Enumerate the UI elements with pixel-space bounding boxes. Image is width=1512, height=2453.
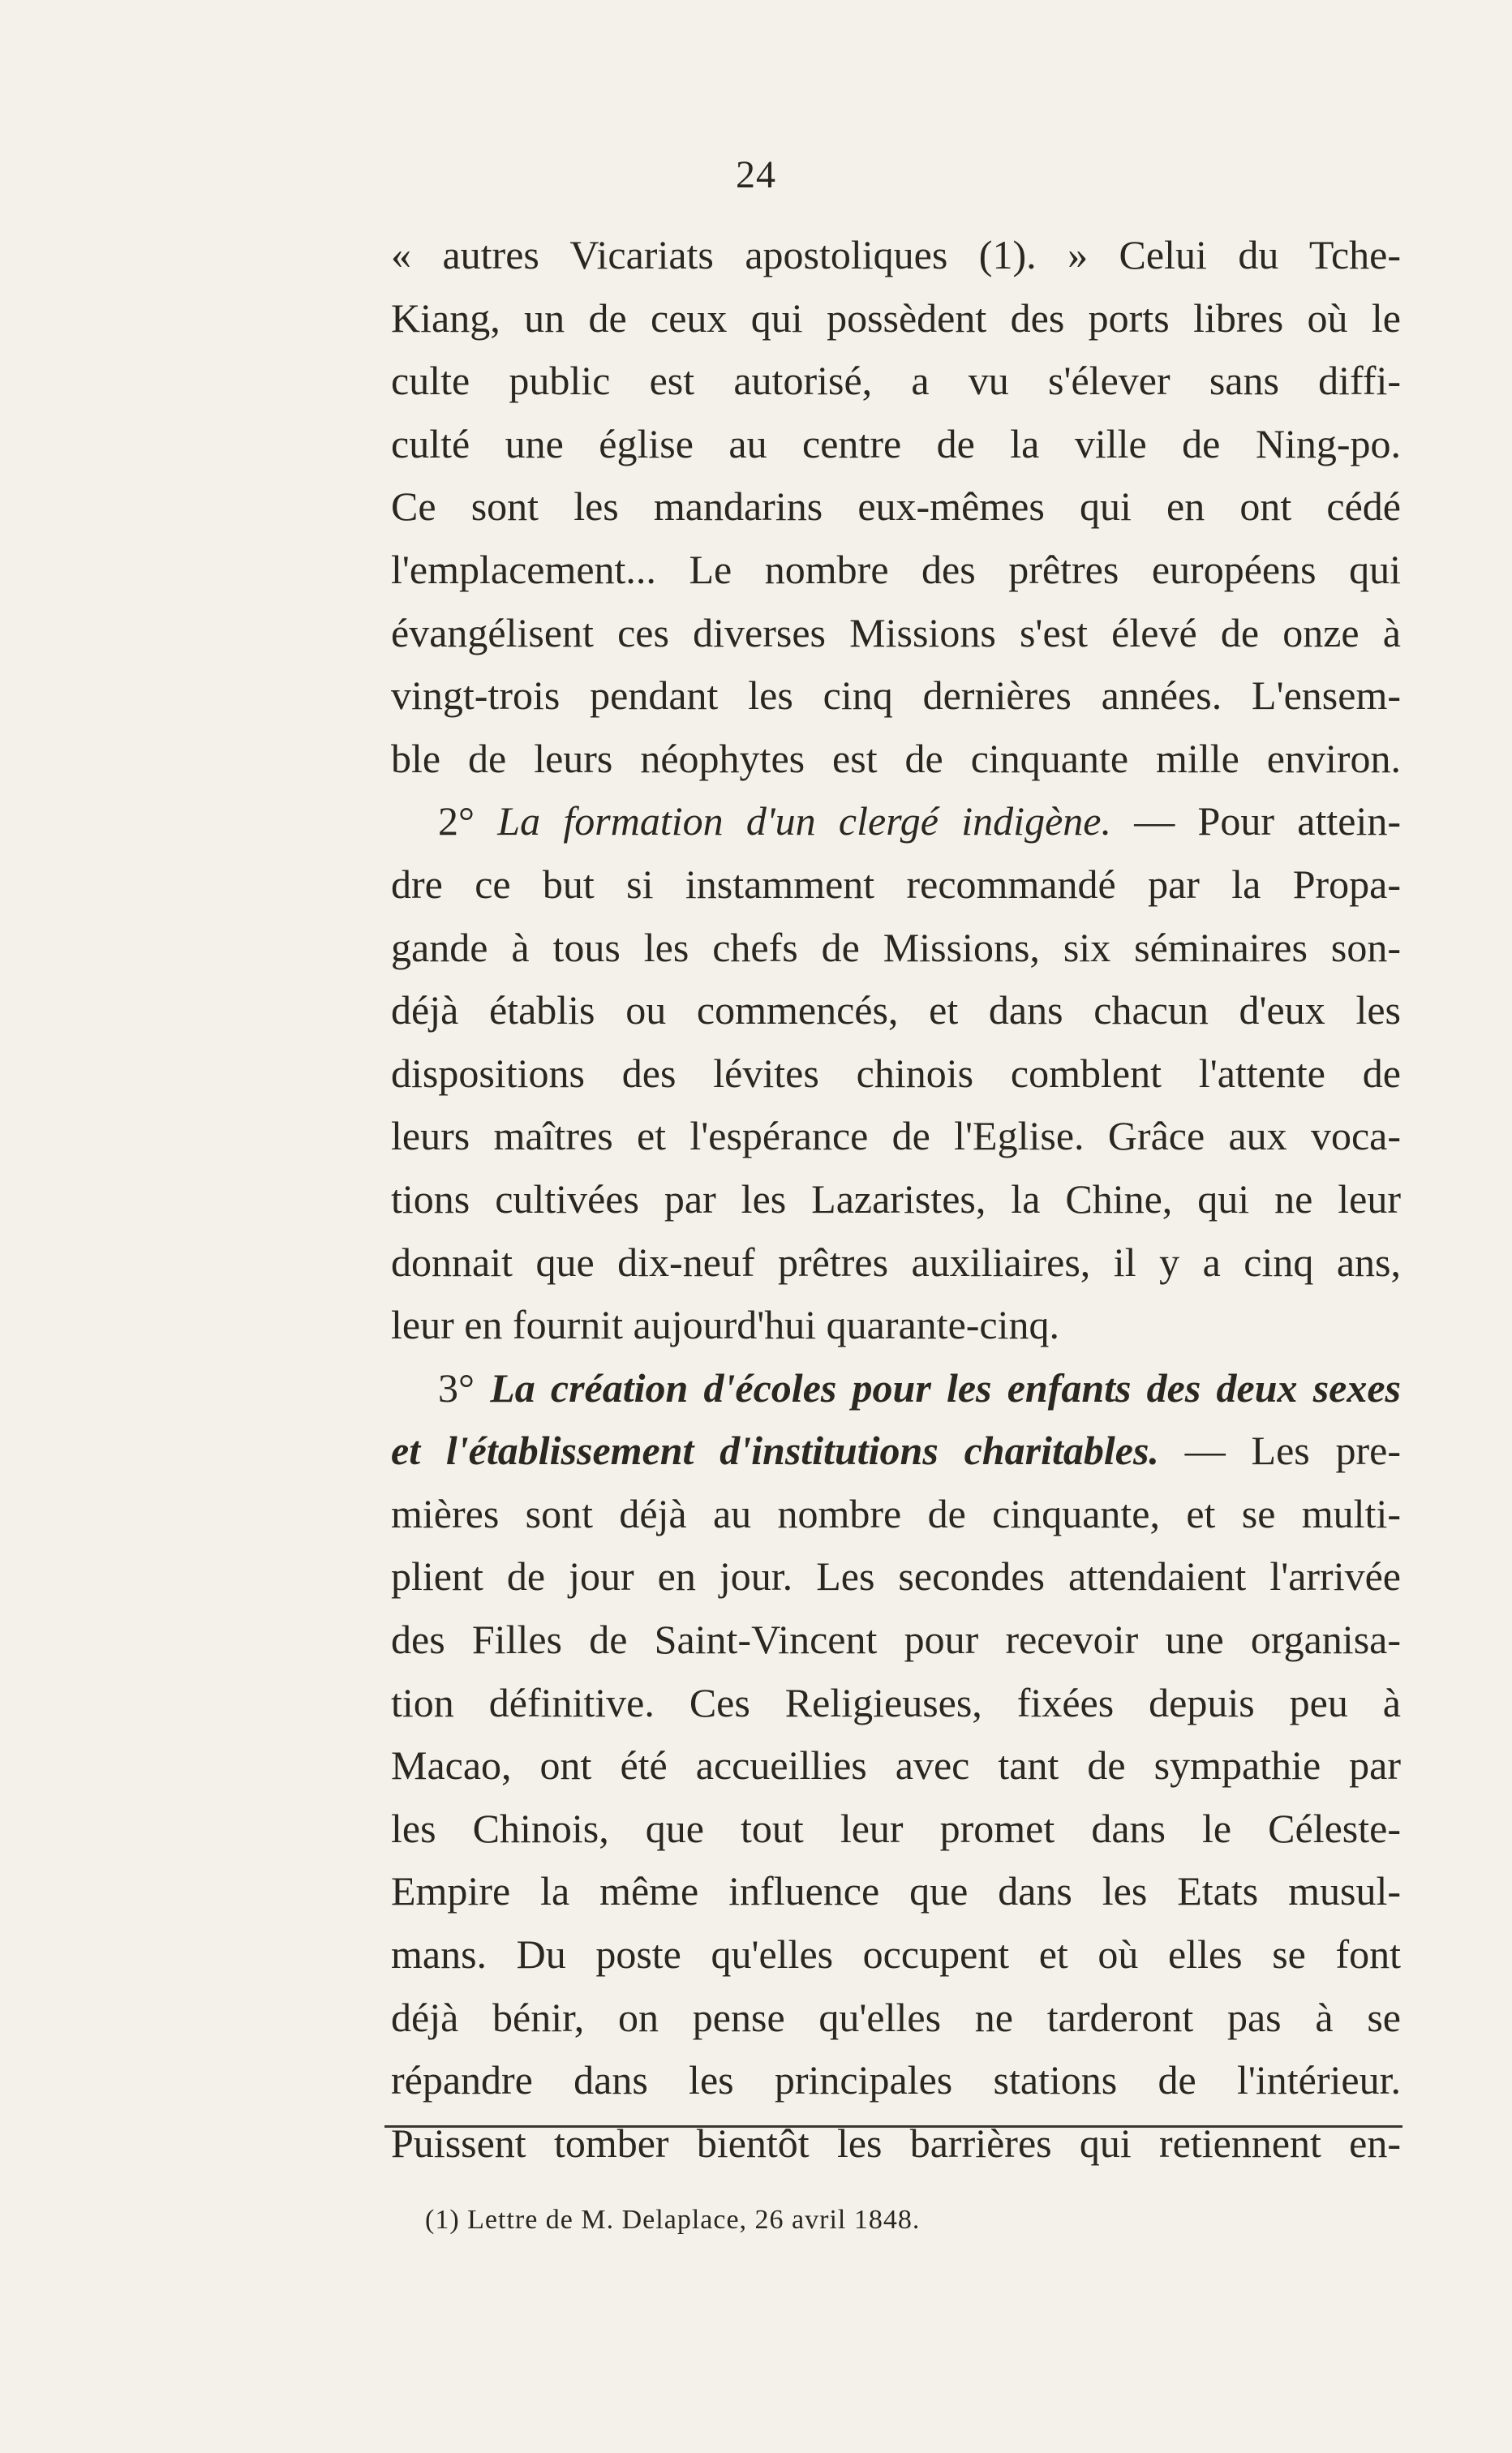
section-2-first-line xyxy=(391,790,1401,853)
text-fragment: — Les pre- xyxy=(1184,1428,1402,1474)
text-line: Ce sont les mandarins eux-mêmes qui en ont cédé xyxy=(391,483,1401,530)
text-line: dre ce but si instamment recommandé par la Propa- xyxy=(391,861,1401,907)
text-line: mans. Du poste qu'elles occupent et où elles se font xyxy=(391,1931,1401,1978)
text-line: Puissent tomber bientôt les barrières qui retiennent en- xyxy=(391,2120,1401,2166)
text-fragment: — Pour attein- xyxy=(1134,798,1402,844)
text-line: tions cultivées par les Lazaristes, la Chine, qui ne leur xyxy=(391,1175,1401,1222)
page-number: 24 xyxy=(736,153,776,196)
text-line: déjà établis ou commencés, et dans chacun d'eux les xyxy=(391,987,1401,1033)
text-line: « autres Vicariats apostoliques (1). » Celui du Tche- xyxy=(391,232,1401,277)
footnote-divider xyxy=(384,2125,1402,2128)
text-line: gande à tous les chefs de Missions, six séminaires son- xyxy=(391,924,1401,970)
section-heading: La formation d'un clergé indigène. xyxy=(497,798,1111,844)
text-line: déjà bénir, on pense qu'elles ne tarderont pas à se xyxy=(391,1994,1401,2040)
text-line: donnait que dix-neuf prêtres auxiliaires, il y a cinq ans, xyxy=(391,1239,1401,1285)
text-line: répandre dans les principales stations de l'intérieur. xyxy=(391,2057,1401,2103)
text-line: Kiang, un de ceux qui possèdent des ports libres où le xyxy=(391,294,1401,341)
text-line: Macao, ont été accueillies avec tant de sympathie par xyxy=(391,1742,1401,1789)
text-line: les Chinois, que tout leur promet dans le Céleste- xyxy=(391,1805,1401,1851)
text-line: tion définitive. Ces Religieuses, fixées depuis peu à xyxy=(391,1679,1401,1725)
text-line: leurs maîtres et l'espérance de l'Eglise. Grâce aux voca- xyxy=(391,1113,1401,1159)
text-line: ble de leurs néophytes est de cinquante mille environ. xyxy=(391,735,1401,781)
text-line: mières sont déjà au nombre de cinquante, et se multi- xyxy=(391,1490,1401,1536)
footnote: (1) Lettre de M. Delaplace, 26 avril 1848. xyxy=(425,2205,921,2235)
text-line: dispositions des lévites chinois comblent l'attente de xyxy=(391,1050,1401,1096)
text-line: plient de jour en jour. Les secondes attendaient l'arrivée xyxy=(391,1553,1401,1600)
section-3-second-line xyxy=(391,1420,1401,1483)
text-line: culte public est autorisé, a vu s'élever sans diffi- xyxy=(391,358,1401,404)
section-number: 3° xyxy=(438,1364,475,1411)
text-line: des Filles de Saint-Vincent pour recevoir une organisa- xyxy=(391,1617,1401,1663)
section-number: 2° xyxy=(438,798,475,844)
text-line: leur en fournit aujourd'hui quarante-cinq. xyxy=(391,1302,1059,1348)
text-line: l'emplacement... Le nombre des prêtres européens qui xyxy=(391,546,1401,592)
text-line: vingt-trois pendant les cinq dernières années. L'ensem- xyxy=(391,672,1401,719)
text-line: culté une église au centre de la ville de Ning-po. xyxy=(391,420,1401,466)
section-3-first-line xyxy=(391,1357,1401,1420)
body-text xyxy=(391,224,1401,2175)
text-line: Empire la même influence que dans les Etats musul- xyxy=(391,1868,1401,1914)
section-heading: La création d'écoles pour les enfants des deux sexes xyxy=(490,1364,1401,1411)
section-heading-cont: et l'établissement d'institutions charitables. xyxy=(391,1428,1159,1474)
text-line: évangélisent ces diverses Missions s'est élevé de onze à xyxy=(391,609,1401,655)
